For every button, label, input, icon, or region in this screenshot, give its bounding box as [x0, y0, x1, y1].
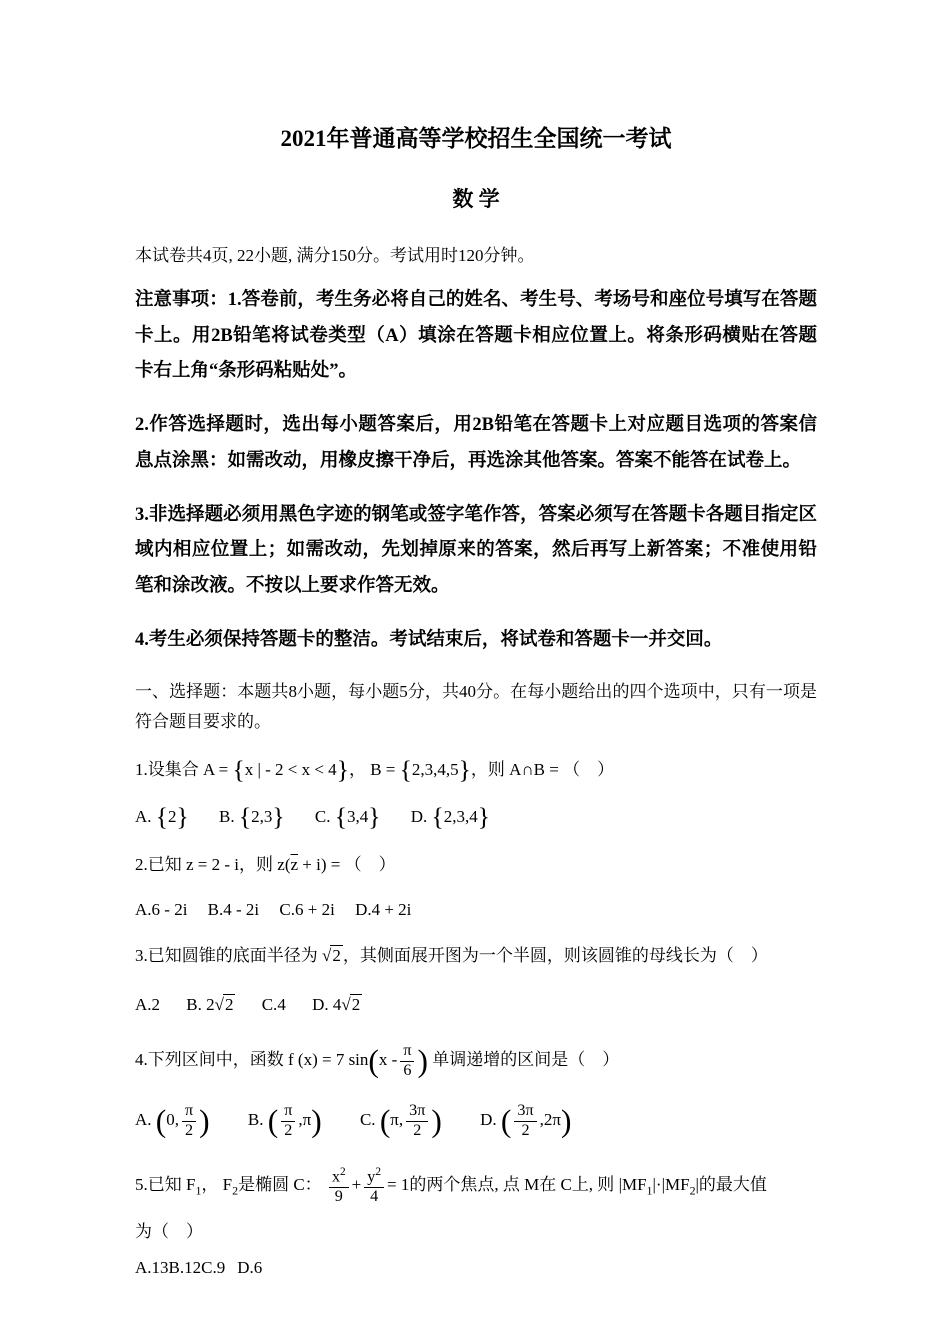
option-label: C. [359, 1110, 376, 1130]
notice-3: 3.非选择题必须用黑色字迹的钢笔或签字笔作答，答案必须写在答题卡各题目指定区域内相应位置上；如需改动，先划掉原来的答案，然后再写上新答案；不准使用铅笔和涂改液。不按以上要求作答无效。 [135, 504, 817, 596]
option-value: 6 - 2i [151, 899, 188, 919]
q3-tail: ，其侧面展开图为一个半圆，则该圆锥的母线长为 [342, 946, 717, 966]
ellipse-name: C： [293, 1175, 322, 1195]
q3-option-d [312, 991, 362, 1018]
f1-base: F [186, 1175, 196, 1195]
question-5 [135, 1166, 817, 1281]
option-label: D. [355, 899, 372, 919]
option-value: 9 [216, 1257, 226, 1277]
q2-option-b [208, 896, 259, 923]
sqrt-2 [322, 946, 343, 965]
question-4-stem [135, 1042, 817, 1080]
ellipse-equation [326, 1166, 410, 1206]
option-label: B. [168, 1257, 185, 1277]
left-paren: ( [267, 1103, 279, 1139]
interval-right: ,π [298, 1110, 312, 1130]
right-brace: } [272, 801, 285, 831]
option-value [155, 1102, 210, 1139]
focus-2 [222, 1175, 239, 1198]
option-value: 13 [151, 1257, 169, 1277]
option-value: 3,4 [346, 806, 369, 826]
option-value [267, 1102, 322, 1139]
fraction-3pi-2 [406, 1102, 428, 1140]
sqrt-sign: √ [214, 994, 224, 1014]
q1-option-c [315, 803, 381, 830]
question-1 [135, 755, 817, 830]
q1-set-b-body: 2,3,4,5 [411, 760, 459, 780]
right-brace: } [458, 755, 471, 785]
fraction-numerator: π [400, 1042, 414, 1062]
plus-sign: + [351, 1175, 362, 1195]
q5-lead: 5.已知 [135, 1175, 182, 1195]
q5-text-then: 上, 则 [571, 1175, 615, 1195]
option-value: 4 + 2i [371, 899, 412, 919]
f2-base: F [222, 1175, 233, 1195]
sqrt-sign: √ [322, 946, 332, 966]
fraction-y2-4 [364, 1166, 384, 1207]
right-paren: ) [199, 1103, 210, 1139]
left-paren: ( [155, 1103, 167, 1139]
option-label: D. [312, 994, 329, 1014]
left-brace: { [238, 801, 252, 831]
q2-then: ，则 [239, 855, 274, 875]
q2-option-c [279, 896, 334, 923]
option-value: 2,3 [251, 806, 273, 826]
option-label: A. [135, 994, 152, 1014]
q1-set-b-head: B = [370, 760, 396, 780]
q3-lead: 3.已知圆锥的底面半径为 [135, 946, 318, 966]
question-2 [135, 850, 817, 923]
q4-arg-pre: x - [378, 1049, 398, 1069]
option-label: A. [135, 1110, 152, 1130]
answer-blank: （ ） [152, 1221, 203, 1241]
question-1-options [135, 803, 817, 830]
answer-blank: （ ） [563, 760, 615, 780]
fraction-denominator: 4 [370, 1188, 379, 1206]
fraction-denominator: 2 [413, 1121, 422, 1139]
right-brace: } [368, 801, 381, 831]
question-3-options [135, 991, 817, 1018]
left-paren: ( [379, 1103, 391, 1139]
question-3 [135, 941, 817, 1018]
q2-option-a [135, 896, 187, 923]
answer-blank: （ ） [568, 1049, 620, 1069]
q4-option-b [248, 1102, 322, 1140]
notice-2: 2.作答选择题时，选出每小题答案后，用2B铅笔在答题卡上对应题目选项的答案信息点涂黑：如需改动，用橡皮擦干净后，再选涂其他答案。答案不能答在试卷上。 [135, 415, 817, 471]
fraction-pi-2 [281, 1102, 295, 1140]
option-value: 2 [151, 994, 161, 1014]
fraction-numerator: $y^2$ [364, 1166, 384, 1188]
q5-text-max: 的最大值 [698, 1175, 767, 1195]
fraction-3pi-2 [514, 1102, 536, 1140]
q1-set-a-head: A = [203, 760, 229, 780]
fraction-numerator: 3π [406, 1102, 428, 1122]
q4-lead: 4.下列区间中，函数 [135, 1049, 284, 1069]
option-value: 6 [253, 1257, 263, 1277]
question-4-options [135, 1102, 817, 1140]
q4-option-a [135, 1102, 210, 1140]
option-value [500, 1102, 572, 1139]
option-value: 4 - 2i [223, 899, 260, 919]
q4-tail: 单调递增的区间是 [432, 1049, 569, 1069]
fraction-pi-2 [182, 1102, 196, 1140]
coefficient: 2 [206, 994, 215, 1014]
section-1-heading: 一、选择题：本题共8小题，每小题5分，共40分。在每小题给出的四个选项中，只有一项是符合题目要求的。 [135, 681, 817, 731]
q1-option-b [219, 803, 285, 830]
q1-lead: 1.设集合 [135, 760, 199, 780]
fraction-pi-6 [400, 1042, 414, 1080]
option-label: C. [261, 994, 278, 1014]
option-label: B. [186, 994, 202, 1014]
interval-left: π, [390, 1110, 404, 1130]
left-paren: ( [368, 1043, 379, 1079]
fraction-numerator: $x^2$ [329, 1166, 349, 1188]
right-brace: } [176, 801, 189, 831]
z-conjugate: $\overline{z}$ [290, 855, 299, 875]
product-expression [618, 1175, 699, 1198]
q5-text-on: 在 [539, 1175, 557, 1195]
q1-comma: ， [348, 760, 366, 780]
q5-option-c [201, 1254, 225, 1281]
q4-function-formula [288, 1041, 428, 1079]
sqrt-radicand: 2 [332, 946, 341, 966]
option-label: A. [135, 1257, 152, 1277]
coefficient: 4 [332, 994, 342, 1014]
option-label: D. [237, 1257, 254, 1277]
option-value: 12 [184, 1257, 202, 1277]
question-2-stem [135, 850, 817, 880]
option-label: D. [480, 1110, 497, 1130]
left-brace: { [334, 801, 347, 831]
mf1-close: | [652, 1175, 656, 1195]
focus-1 [186, 1175, 202, 1198]
q1-set-a-formula [203, 755, 349, 785]
sqrt-radicand: 2 [224, 994, 234, 1014]
option-value [206, 995, 235, 1014]
notice-4: 4.考生必须保持答题卡的整洁。考试结束后，将试卷和答题卡一并交回。 [135, 629, 723, 650]
interval-left: 0, [166, 1110, 180, 1130]
q2-lead: 2.已知 [135, 855, 182, 875]
right-paren: ) [560, 1103, 572, 1139]
left-brace: { [431, 801, 444, 831]
option-value: 4 [277, 994, 286, 1014]
option-value: 6 + 2i [295, 899, 335, 919]
question-4 [135, 1042, 817, 1140]
exam-subject: 数 学 [452, 187, 500, 211]
option-label: B. [247, 1110, 264, 1130]
fraction-x2-9 [329, 1166, 349, 1207]
q5-text-foci: 的两个焦点, 点 [409, 1175, 520, 1195]
option-label: D. [410, 806, 428, 826]
left-paren: ( [500, 1103, 512, 1139]
answer-blank: （ ） [716, 946, 768, 966]
option-label: B. [207, 899, 224, 919]
point-m: M [524, 1175, 540, 1195]
q4-option-d [480, 1102, 571, 1140]
fraction-denominator: 6 [403, 1061, 412, 1079]
q4-option-c [360, 1102, 442, 1140]
question-5-stem-line-2 [135, 1217, 817, 1242]
option-value [379, 1102, 442, 1139]
question-5-options [135, 1254, 817, 1281]
right-paren: ) [311, 1103, 322, 1139]
right-brace: } [336, 755, 349, 785]
fraction-numerator: 3π [514, 1102, 536, 1122]
mf2-close: | [695, 1175, 699, 1195]
right-paren: ) [417, 1043, 428, 1079]
q5-line2-text: 为 [135, 1221, 152, 1241]
interval-right: ,2π [539, 1110, 561, 1130]
option-label: A. [135, 899, 152, 919]
q2-option-d [355, 896, 411, 923]
paper-info-line: 本试卷共4页, 22小题, 满分150分。考试用时120分钟。 [135, 246, 535, 265]
left-brace: { [232, 755, 245, 785]
fraction-denominator: 2 [185, 1121, 194, 1139]
exam-title: 2021年普通高等学校招生全国统一考试 [280, 126, 672, 151]
curve-c: C [560, 1175, 572, 1195]
option-label: C. [314, 806, 331, 826]
equals-one: = 1 [387, 1175, 410, 1195]
q2-expression [277, 855, 340, 874]
question-1-stem [135, 755, 817, 785]
q1-set-a-body: x | - 2 < x < 4 [244, 760, 337, 780]
q5-option-b [169, 1254, 202, 1281]
mf2-open: |MF [661, 1175, 690, 1195]
right-paren: ) [431, 1103, 442, 1139]
left-brace: { [399, 755, 412, 785]
left-brace: { [155, 801, 169, 831]
sqrt-sign: √ [341, 994, 351, 1014]
q1-intersection-expr: A∩B = [509, 760, 559, 780]
q1-option-d [411, 803, 490, 830]
fraction-denominator: 2 [521, 1121, 530, 1139]
question-5-stem [135, 1166, 817, 1207]
mf2-subscript: 2 [689, 1183, 696, 1198]
option-label: B. [219, 806, 235, 826]
q5-comma: ， [201, 1175, 219, 1195]
option-label: C. [279, 899, 295, 919]
option-value: 2 [168, 806, 177, 826]
fraction-denominator: 9 [334, 1188, 343, 1206]
right-brace: } [477, 801, 490, 831]
multiplication-dot: · [655, 1175, 662, 1195]
fraction-denominator: 2 [284, 1121, 293, 1139]
mf1-subscript: 1 [646, 1183, 653, 1198]
q1-set-b-formula [370, 755, 471, 785]
f2-subscript: 2 [232, 1183, 239, 1198]
q2-z-definition: z = 2 - i [186, 855, 240, 875]
option-value [333, 995, 362, 1014]
f1-subscript: 1 [195, 1183, 202, 1198]
option-label: A. [135, 806, 152, 826]
option-value: 2,3,4 [443, 806, 478, 826]
notice-1: 注意事项：1.答卷前，考生务必将自己的姓名、考生号、考场号和座位号填写在答题卡上。用2B铅笔将试卷类型（A）填涂在答题卡相应位置上。将条形码横贴在答题卡右上角“条形码粘贴处”。 [135, 290, 817, 382]
q3-option-c [262, 991, 286, 1018]
q3-option-b [186, 991, 235, 1018]
q1-option-a [135, 803, 189, 830]
sqrt-radicand: 2 [351, 994, 361, 1014]
q5-option-a [135, 1254, 169, 1281]
fraction-numerator: π [182, 1102, 196, 1122]
q2-expr-open: z( [277, 855, 291, 875]
question-3-stem [135, 941, 817, 971]
q5-text-ellipse: 是椭圆 [238, 1175, 290, 1195]
question-2-options [135, 896, 817, 923]
mf1-open: |MF [618, 1175, 647, 1195]
q1-then: ，则 [470, 760, 505, 780]
fraction-numerator: π [281, 1102, 295, 1122]
q5-option-d [237, 1254, 262, 1281]
option-label: C. [201, 1257, 217, 1277]
answer-blank: （ ） [344, 855, 396, 875]
q2-expr-close: + i) = [298, 855, 341, 875]
q3-option-a [135, 991, 160, 1018]
q4-fn: f (x) = 7 sin [288, 1049, 369, 1069]
